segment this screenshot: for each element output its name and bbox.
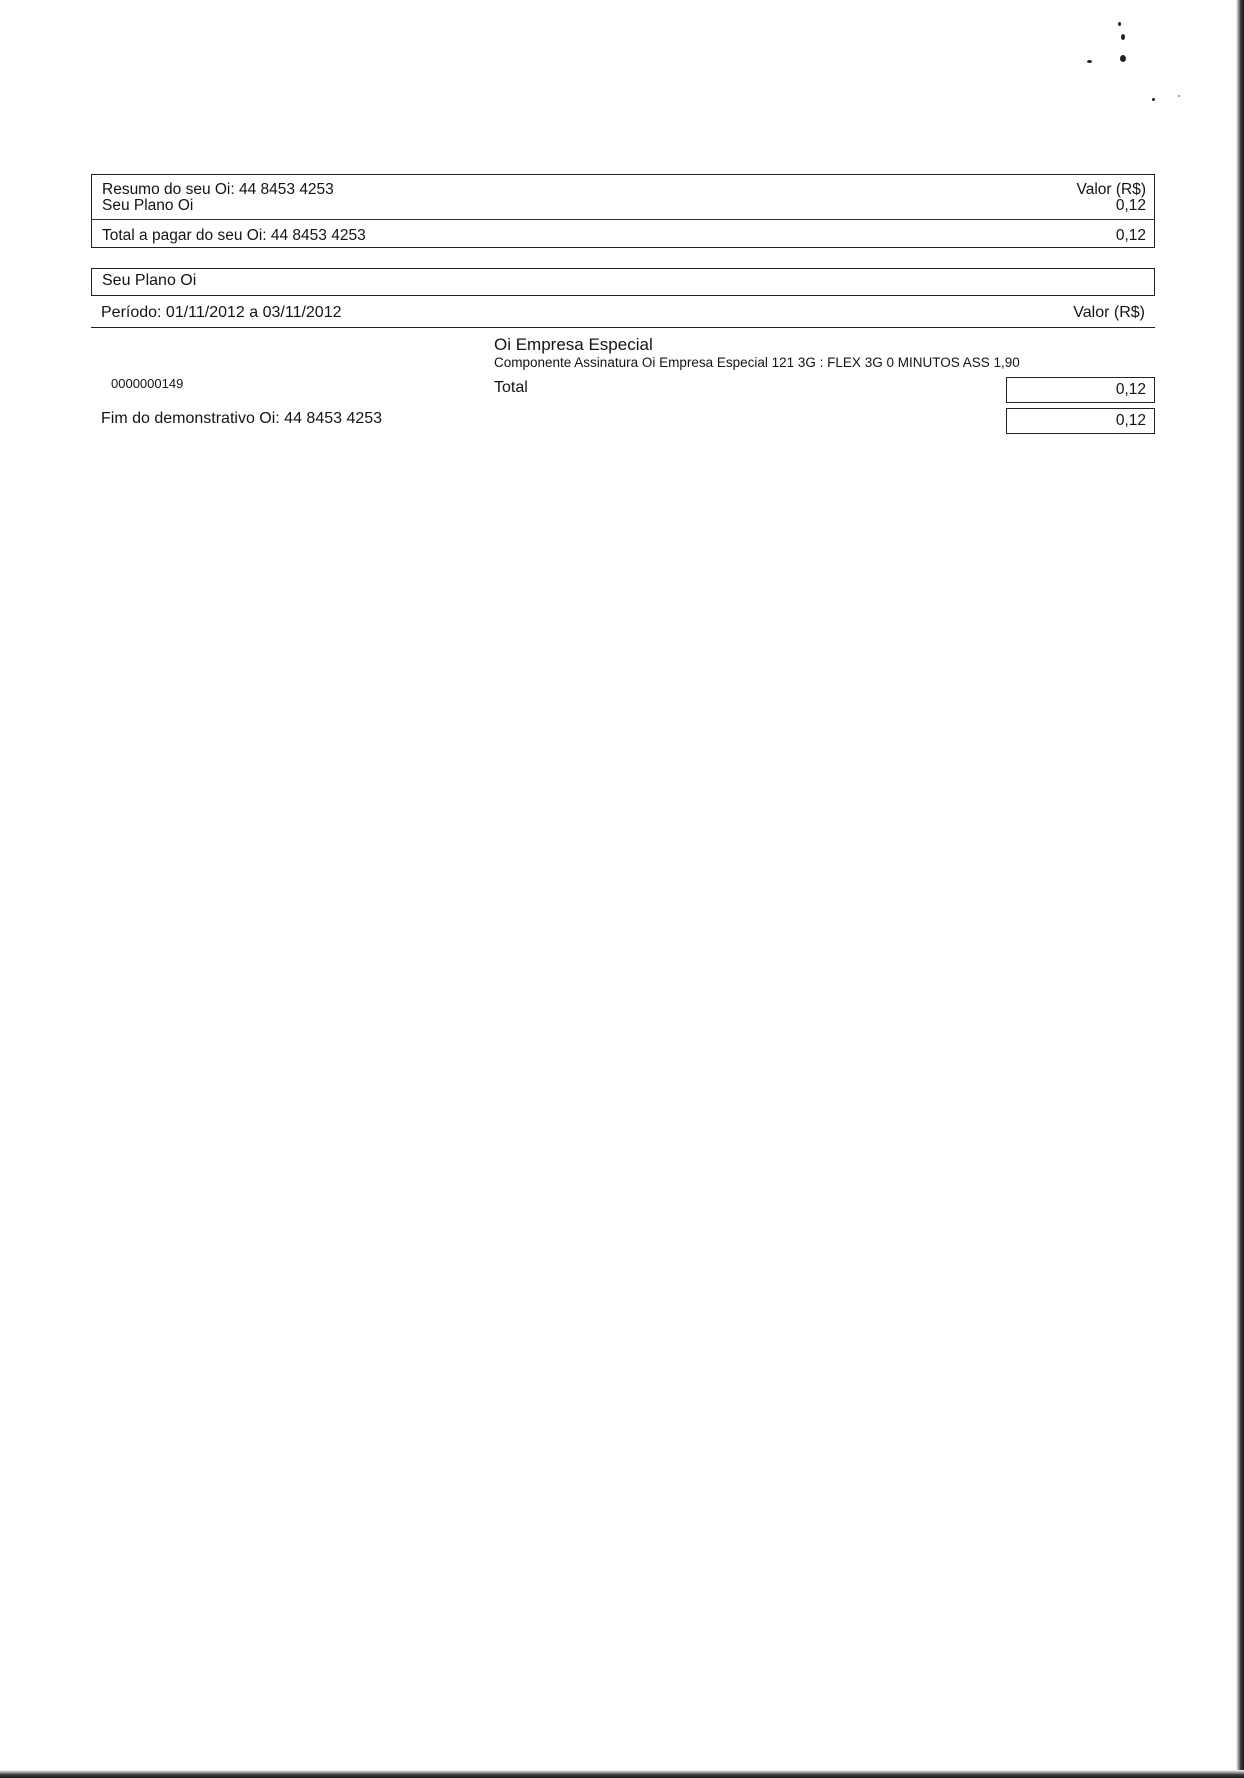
- plan-total-label: Total: [494, 379, 528, 396]
- period-label: Período: 01/11/2012 a 03/11/2012: [101, 304, 342, 321]
- summary-plan-label: Seu Plano Oi: [102, 197, 194, 214]
- summary-title: Resumo do seu Oi: 44 8453 4253: [102, 181, 334, 198]
- period-row: [101, 303, 1145, 323]
- scan-speck: [1178, 95, 1180, 97]
- plan-section-header: [91, 268, 1155, 296]
- period-value-header: Valor (R$): [1073, 304, 1145, 321]
- plan-total-value: 0,12: [1006, 377, 1155, 403]
- summary-value-header: Valor (R$): [1076, 181, 1146, 198]
- scan-edge-right: [1236, 0, 1244, 1778]
- plan-name: Oi Empresa Especial: [494, 335, 653, 354]
- scan-edge-bottom: [0, 1770, 1244, 1778]
- summary-total-label: Total a pagar do seu Oi: 44 8453 4253: [102, 227, 366, 244]
- summary-header-row: [102, 181, 1146, 198]
- period-divider: [91, 327, 1155, 328]
- scan-speck: [1118, 22, 1121, 26]
- summary-box: [91, 174, 1155, 248]
- document-code: 0000000149: [111, 376, 184, 391]
- scan-speck: [1152, 98, 1155, 101]
- scan-speck: [1121, 34, 1125, 40]
- plan-section-title: Seu Plano Oi: [102, 272, 197, 289]
- summary-total-row: [102, 227, 1146, 244]
- summary-total-value: 0,12: [1115, 227, 1146, 244]
- scan-speck: [1087, 60, 1092, 63]
- summary-plan-row: [102, 197, 1146, 214]
- summary-plan-value: 0,12: [1115, 197, 1146, 214]
- summary-divider: [92, 219, 1154, 220]
- end-of-statement-value: 0,12: [1006, 408, 1155, 434]
- plan-component: Componente Assinatura Oi Empresa Especial 121 3G : FLEX 3G 0 MINUTOS ASS 1,90: [494, 355, 1020, 370]
- scan-speck: [1120, 55, 1126, 62]
- end-of-statement-label: Fim do demonstrativo Oi: 44 8453 4253: [101, 410, 383, 427]
